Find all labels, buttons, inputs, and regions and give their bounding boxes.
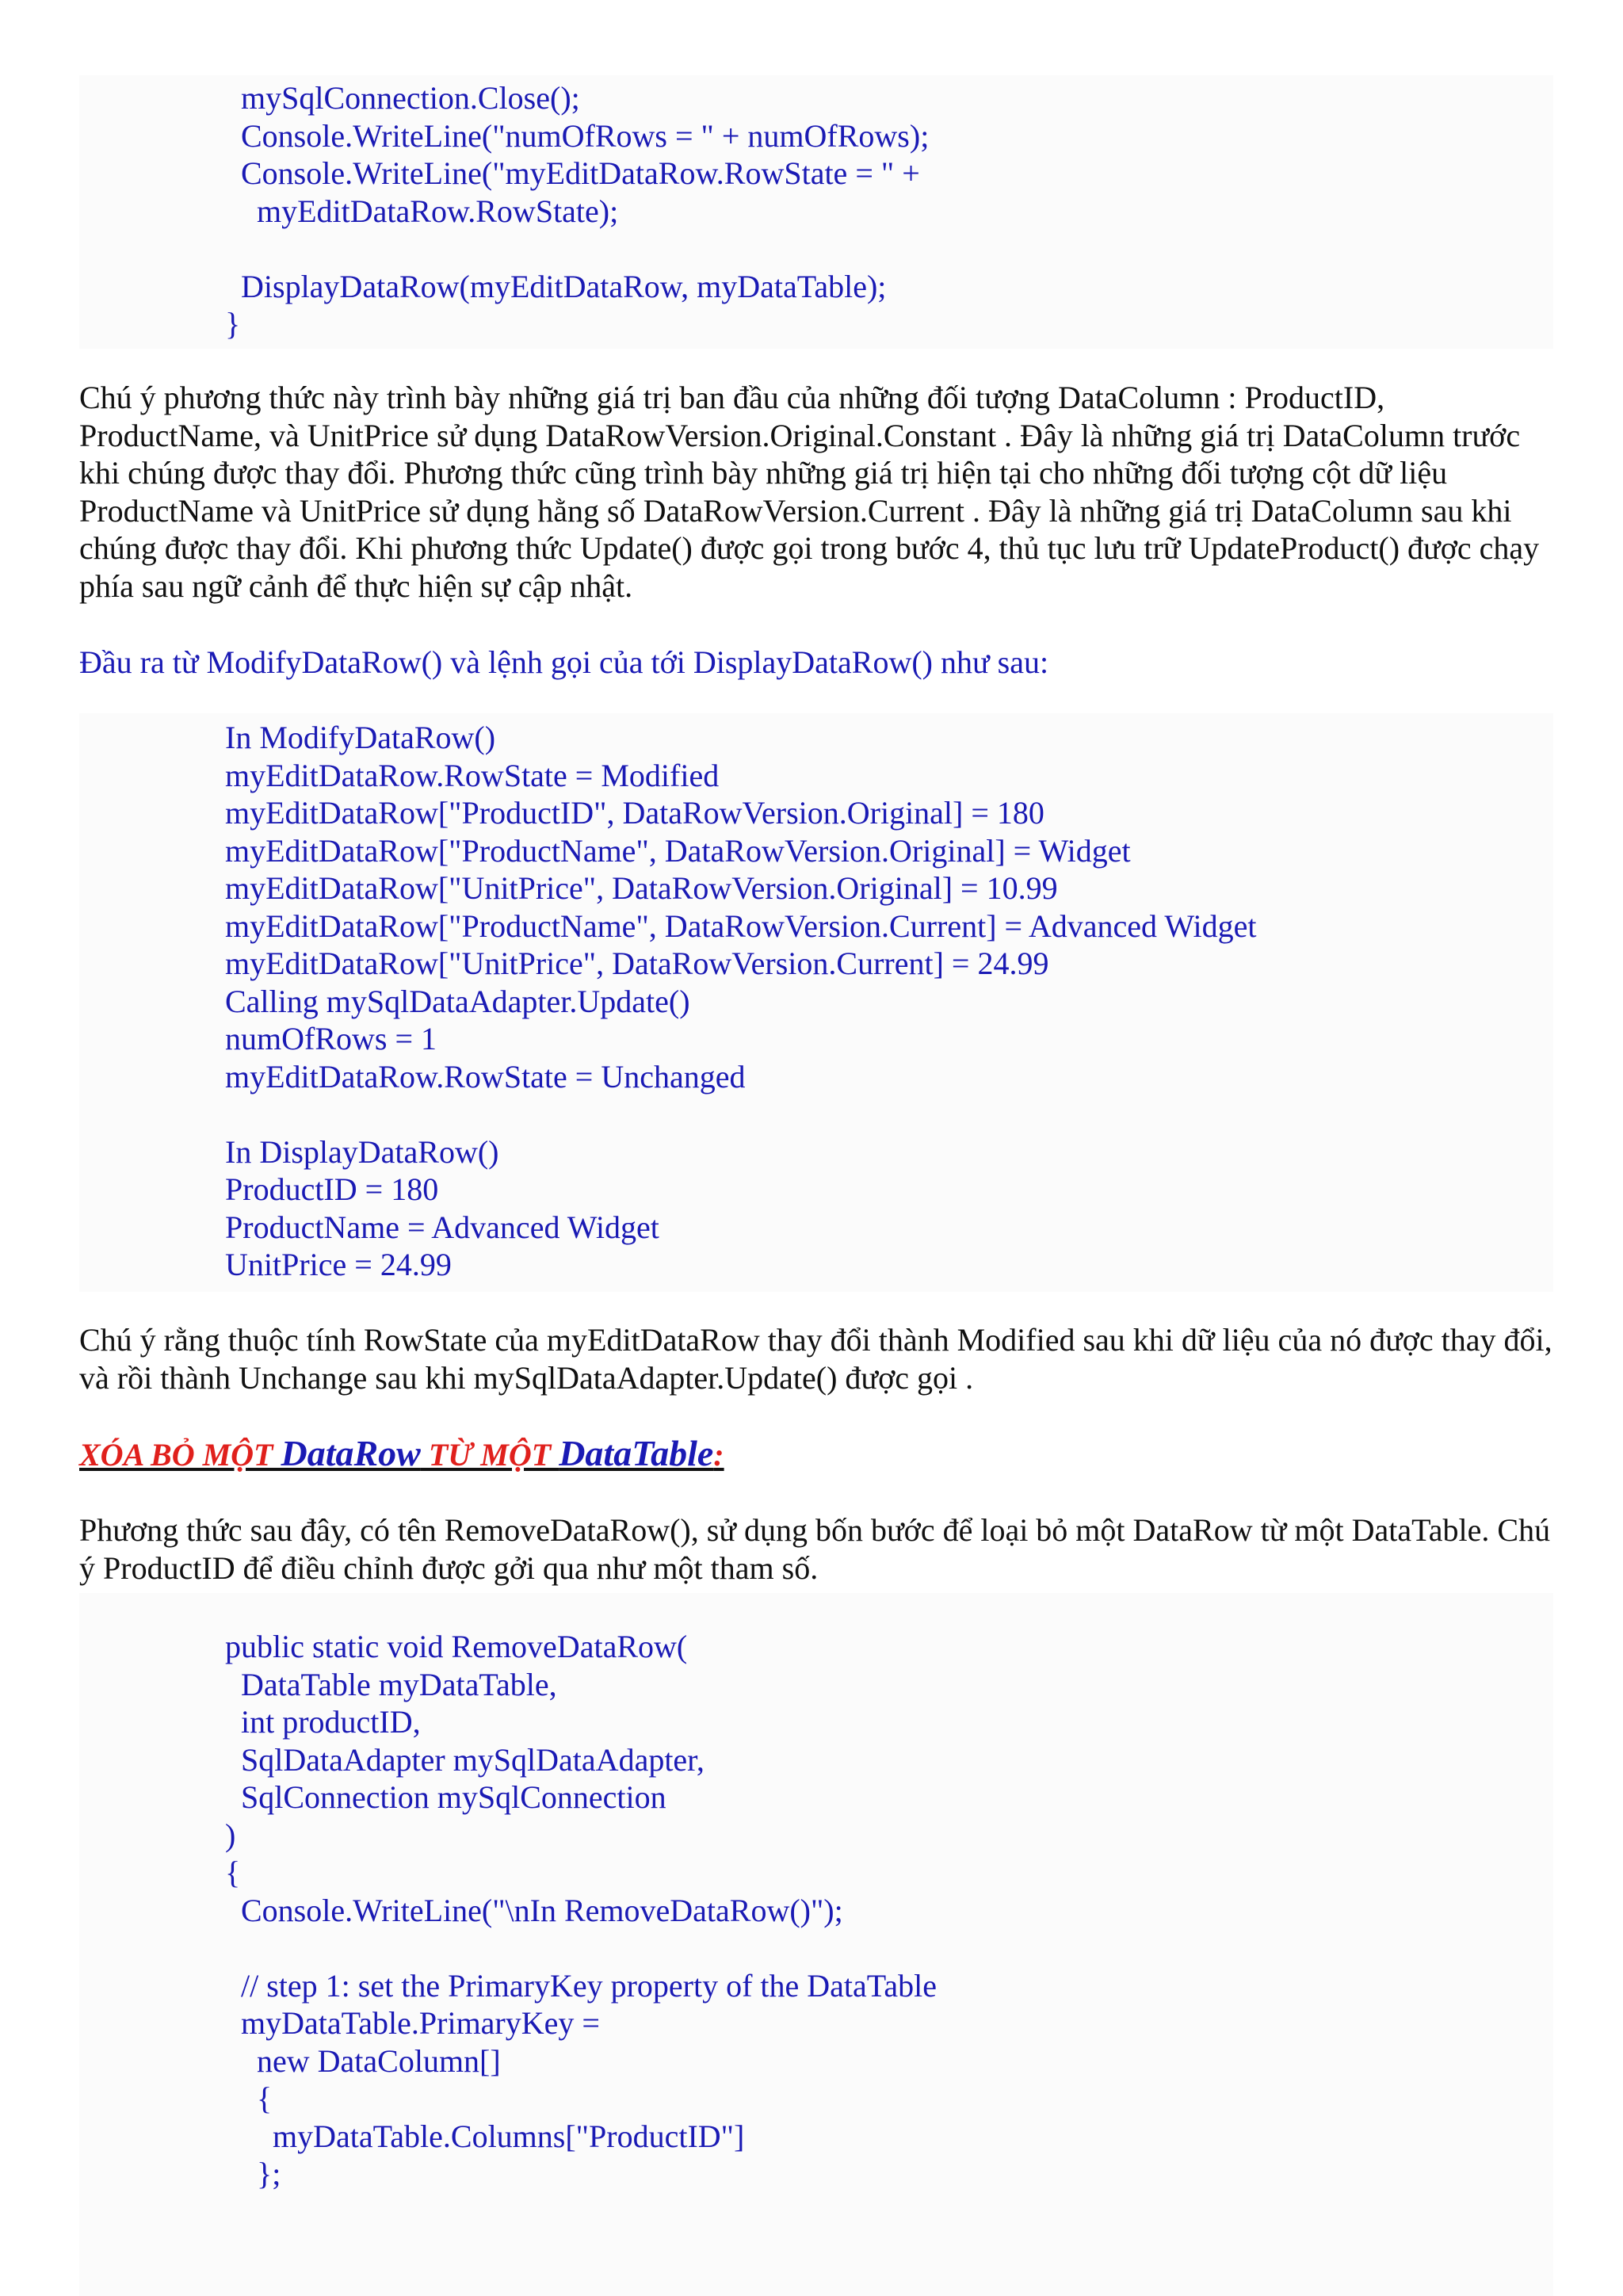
heading-part: DataTable	[559, 1433, 714, 1473]
output-line: ProductID = 180	[225, 1171, 439, 1207]
code-line: SqlConnection mySqlConnection	[225, 1779, 666, 1815]
code-line: {	[225, 1855, 241, 1890]
code-line: myDataTable.PrimaryKey =	[225, 2005, 600, 2041]
code-block-bottom	[225, 1628, 937, 2193]
paragraph-rowstate-note: Chú ý rằng thuộc tính RowState của myEditDataRow thay đổi thành Modified sau khi dữ liệu của nó được thay đổi, và rồi thành Unchange sau khi mySqlDataAdapter.Update() được gọi .	[79, 1322, 1552, 1396]
code-line: mySqlConnection.Close();	[225, 80, 580, 116]
code-line: )	[225, 1817, 236, 1853]
code-line: Console.WriteLine("\nIn RemoveDataRow()");	[225, 1892, 843, 1928]
heading-part: :	[713, 1437, 724, 1473]
code-line: DisplayDataRow(myEditDataRow, myDataTable);	[225, 268, 887, 304]
code-line: public static void RemoveDataRow(	[225, 1629, 688, 1664]
output-line: In DisplayDataRow()	[225, 1133, 499, 1170]
code-line: }	[225, 306, 241, 342]
code-line: // step 1: set the PrimaryKey property of the DataTable	[225, 1967, 938, 2004]
output-line: ProductName = Advanced Widget	[225, 1209, 659, 1245]
output-line: myEditDataRow["ProductID", DataRowVersion.Original] = 180	[225, 795, 1044, 831]
output-line: myEditDataRow["ProductName", DataRowVersion.Current] = Advanced Widget	[225, 907, 1257, 944]
code-line: int productID,	[225, 1704, 421, 1740]
output-line: myEditDataRow.RowState = Unchanged	[225, 1058, 746, 1095]
paragraph-remove-intro: Phương thức sau đây, có tên RemoveDataRow(), sử dụng bốn bước để loại bỏ một DataRow từ một DataTable. Chú ý ProductID để điều chỉnh được gởi qua như một tham số.	[79, 1512, 1551, 1586]
code-block-top	[225, 79, 929, 343]
code-line: DataTable myDataTable,	[225, 1666, 557, 1702]
code-line: myDataTable.Columns["ProductID"]	[225, 2118, 745, 2154]
output-line: myEditDataRow["UnitPrice", DataRowVersion.Original] = 10.99	[225, 870, 1058, 906]
code-line: };	[225, 2156, 281, 2191]
heading-part: XÓA BỎ MỘT	[79, 1437, 281, 1473]
output-line: myEditDataRow["UnitPrice", DataRowVersion.Current] = 24.99	[225, 946, 1049, 981]
paragraph-output-intro: Đầu ra từ ModifyDataRow() và lệnh gọi của tới DisplayDataRow() như sau:	[79, 644, 1049, 680]
code-line: myEditDataRow.RowState);	[225, 193, 619, 229]
output-line: UnitPrice = 24.99	[225, 1247, 452, 1282]
code-line: SqlDataAdapter mySqlDataAdapter,	[225, 1741, 705, 1778]
code-line: {	[225, 2080, 273, 2116]
output-line: myEditDataRow.RowState = Modified	[225, 757, 720, 793]
code-line: Console.WriteLine("numOfRows = " + numOfRows);	[225, 117, 930, 154]
output-line: In ModifyDataRow()	[225, 720, 496, 755]
output-block	[225, 719, 1256, 1284]
heading-part: TỪ MỘT	[420, 1437, 559, 1473]
output-line: myEditDataRow["ProductName", DataRowVersion.Original] = Widget	[225, 832, 1131, 869]
code-line: Console.WriteLine("myEditDataRow.RowState = " +	[225, 155, 920, 191]
output-line: numOfRows = 1	[225, 1021, 437, 1056]
section-heading	[79, 1433, 724, 1476]
heading-part: DataRow	[281, 1433, 421, 1473]
code-line: new DataColumn[]	[225, 2042, 501, 2079]
code-line	[225, 230, 929, 268]
output-line	[225, 1095, 1256, 1133]
output-line: Calling mySqlDataAdapter.Update()	[225, 983, 690, 1019]
code-line	[225, 1929, 937, 1967]
paragraph-note-original-values: Chú ý phương thức này trình bày những giá trị ban đầu của những đối tượng DataColumn : ProductID, ProductName, và UnitPrice sử dụng DataRowVersion.Original.Constant . Đây là những giá trị DataColumn trước khi chúng được thay đổi. Phương thức cũng trình bày những giá trị hiện tại cho những đối tượng cột dữ liệu ProductName và UnitPrice sử dụng hằng số DataRowVersion.Current . Đây là những giá trị DataColumn sau khi chúng được thay đổi. Khi phương thức Update() được gọi trong bước 4, thủ tục lưu trữ UpdateProduct() được chạy phía sau ngữ cảnh để thực hiện sự cập nhật.	[79, 380, 1540, 604]
